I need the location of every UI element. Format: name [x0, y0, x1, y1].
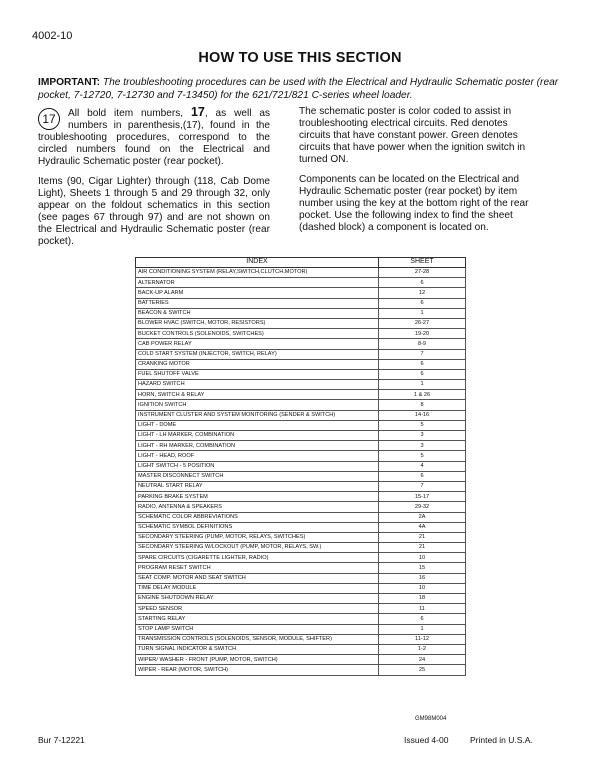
- index-item-sheet: 2A: [379, 512, 466, 522]
- index-item-name: FUEL SHUTOFF VALVE: [136, 369, 379, 379]
- table-row: [136, 268, 466, 278]
- index-item-sheet: 26-27: [379, 318, 466, 328]
- index-item-sheet: 8: [379, 400, 466, 410]
- index-item-sheet: 4: [379, 461, 466, 471]
- index-item-name: SPARE CIRCUITS (CIGARETTE LIGHTER, RADIO): [136, 553, 379, 563]
- index-item-sheet: 25: [379, 665, 466, 675]
- index-item-name: RADIO, ANTENNA & SPEAKERS: [136, 502, 379, 512]
- index-item-sheet: 18: [379, 594, 466, 604]
- color-code-paragraph: The schematic poster is color coded to assist in troubleshooting electrical circuits. Red denotes circuits that have constant power. Green denotes circuits that have power when the ignition switch in turned ON.: [299, 106, 526, 165]
- index-item-sheet: 16: [379, 573, 466, 583]
- index-item-name: NEUTRAL START RELAY: [136, 481, 379, 491]
- index-item-name: IGNITION SWITCH: [136, 400, 379, 410]
- index-body: [136, 268, 466, 676]
- index-item-sheet: 29-32: [379, 502, 466, 512]
- index-item-sheet: 5: [379, 420, 466, 430]
- index-item-name: BATTERIES: [136, 298, 379, 308]
- index-item-sheet: 21: [379, 532, 466, 542]
- index-item-name: TIME DELAY MODULE: [136, 583, 379, 593]
- important-text: The troubleshooting procedures can be used with the Electrical and Hydraulic Schematic poster (rear pocket, 7-12720, 7-12730 and 7-13450) for the 621/721/821 C-series wheel loader.: [38, 77, 559, 101]
- index-item-sheet: 1 & 26: [379, 390, 466, 400]
- table-row: [136, 278, 466, 288]
- index-item-name: PARKING BRAKE SYSTEM: [136, 492, 379, 502]
- index-item-sheet: 6: [379, 614, 466, 624]
- index-item-sheet: 3: [379, 441, 466, 451]
- index-item-sheet: 7: [379, 481, 466, 491]
- components-paragraph: Components can be located on the Electrical and Hydraulic Schematic poster (rear pocket) by item number using the key at the bottom right of the rear pocket. Use the following index to find the sheet (dashed block) a component is located on.: [299, 174, 529, 233]
- table-row: [136, 461, 466, 471]
- index-item-sheet: 10: [379, 553, 466, 563]
- table-row: [136, 329, 466, 339]
- index-item-sheet: 7: [379, 349, 466, 359]
- index-item-sheet: 8-9: [379, 339, 466, 349]
- bold-numbers-paragraph: [38, 106, 270, 168]
- index-item-name: STARTING RELAY: [136, 614, 379, 624]
- index-item-sheet: 21: [379, 543, 466, 553]
- index-item-sheet: 1: [379, 308, 466, 318]
- table-row: [136, 288, 466, 298]
- index-item-name: SEAT COMP. MOTOR AND SEAT SWITCH: [136, 573, 379, 583]
- table-row: [136, 369, 466, 379]
- table-row: [136, 400, 466, 410]
- table-row: [136, 614, 466, 624]
- table-row: [136, 380, 466, 390]
- table-row: [136, 573, 466, 583]
- items-paragraph: Items (90, Cigar Lighter) through (118, Cab Dome Light), Sheets 1 through 5 and 29 through 32, only appear on the foldout schematics in this section (see pages 67 through 97) and are not shown on the Electrical and Hydraulic Schematic poster (rear pocket).: [38, 176, 270, 247]
- index-item-name: BACK-UP ALARM: [136, 288, 379, 298]
- table-row: [136, 481, 466, 491]
- index-item-sheet: 1: [379, 380, 466, 390]
- index-item-name: BUCKET CONTROLS (SOLENOIDS, SWITCHES): [136, 329, 379, 339]
- index-item-name: MASTER DISCONNECT SWITCH: [136, 471, 379, 481]
- index-item-name: LIGHT - DOME: [136, 420, 379, 430]
- bold-item-number: 17: [190, 105, 205, 119]
- table-row: [136, 522, 466, 532]
- index-item-name: WIPER/ WASHER - FRONT (PUMP, MOTOR, SWITCH): [136, 655, 379, 665]
- index-item-name: AIR CONDITIONING SYSTEM (RELAY,SWITCH,CLUTCH,MOTOR): [136, 268, 379, 278]
- table-row: [136, 431, 466, 441]
- table-row: [136, 502, 466, 512]
- right-column: [299, 106, 531, 242]
- table-row: [136, 604, 466, 614]
- table-row: [136, 543, 466, 553]
- index-item-name: INSTRUMENT CLUSTER AND SYSTEM MONITORING (SENDER & SWITCH): [136, 410, 379, 420]
- table-row: [136, 471, 466, 481]
- index-item-name: SPEED SENSOR: [136, 604, 379, 614]
- table-row: [136, 512, 466, 522]
- para1-text-b: , as well as numbers in parenthesis,(17), found in the troubleshooting procedures, correspond to the circled numbers found on the Electrical and Hydraulic Schematic poster (rear pocket).: [38, 108, 270, 167]
- table-row: [136, 624, 466, 634]
- table-row: [136, 451, 466, 461]
- index-item-sheet: 1: [379, 624, 466, 634]
- table-row: [136, 308, 466, 318]
- index-item-name: COLD START SYSTEM (INJECTOR, SWITCH, RELAY): [136, 349, 379, 359]
- table-row: [136, 634, 466, 644]
- table-row: [136, 644, 466, 654]
- table-row: [136, 532, 466, 542]
- footer-bur-number: Bur 7-12221: [38, 735, 85, 745]
- index-item-sheet: 19-20: [379, 329, 466, 339]
- index-item-sheet: 11-12: [379, 634, 466, 644]
- index-item-name: ENGINE SHUTDOWN RELAY: [136, 594, 379, 604]
- index-item-name: TRANSMISSION CONTROLS (SOLENOIDS, SENSOR, MODULE, SHIFTER): [136, 634, 379, 644]
- index-item-name: CAB POWER RELAY: [136, 339, 379, 349]
- table-row: [136, 441, 466, 451]
- index-item-sheet: 6: [379, 278, 466, 288]
- index-item-sheet: 1-2: [379, 644, 466, 654]
- index-item-sheet: 3: [379, 431, 466, 441]
- table-row: [136, 420, 466, 430]
- sheet-header: SHEET: [379, 258, 466, 268]
- index-item-name: BEACON & SWITCH: [136, 308, 379, 318]
- table-row: [136, 339, 466, 349]
- index-item-name: SCHEMATIC SYMBOL DEFINITIONS: [136, 522, 379, 532]
- index-item-name: LIGHT - LH MARKER, COMBINATION: [136, 431, 379, 441]
- index-item-sheet: 5: [379, 451, 466, 461]
- index-header-row: [136, 258, 466, 268]
- index-item-name: BLOWER HVAC (SWITCH, MOTOR, RESISTORS): [136, 318, 379, 328]
- index-item-name: SCHEMATIC COLOR ABBREVIATIONS: [136, 512, 379, 522]
- index-item-name: STOP LAMP SWITCH: [136, 624, 379, 634]
- table-row: [136, 594, 466, 604]
- index-item-sheet: 4A: [379, 522, 466, 532]
- index-item-name: LIGHT SWITCH - 5 POSITION: [136, 461, 379, 471]
- index-item-sheet: 24: [379, 655, 466, 665]
- index-item-name: HAZARD SWITCH: [136, 380, 379, 390]
- index-item-name: SECONDARY STEERING W/LOCKOUT (PUMP, MOTOR, RELAYS, SW.): [136, 543, 379, 553]
- table-row: [136, 359, 466, 369]
- index-item-name: LIGHT - HEAD, ROOF: [136, 451, 379, 461]
- index-item-sheet: 15: [379, 563, 466, 573]
- index-item-sheet: 11: [379, 604, 466, 614]
- index-item-sheet: 27-28: [379, 268, 466, 278]
- index-item-name: WIPER - REAR (MOTOR, SWITCH): [136, 665, 379, 675]
- table-row: [136, 563, 466, 573]
- index-item-sheet: 6: [379, 369, 466, 379]
- table-row: [136, 492, 466, 502]
- table-row: [136, 298, 466, 308]
- table-row: [136, 553, 466, 563]
- index-item-sheet: 6: [379, 298, 466, 308]
- index-header: INDEX: [136, 258, 379, 268]
- figure-code: GM98M004: [415, 716, 447, 722]
- index-item-name: PROGRAM RESET SWITCH: [136, 563, 379, 573]
- index-table: [135, 257, 466, 676]
- index-item-sheet: 6: [379, 359, 466, 369]
- important-label: IMPORTANT:: [38, 77, 101, 88]
- page-number: 4002-10: [32, 30, 73, 42]
- footer-issued: Issued 4-00: [404, 735, 449, 745]
- index-item-name: ALTERNATOR: [136, 278, 379, 288]
- index-item-name: TURN SIGNAL INDICATOR & SWITCH: [136, 644, 379, 654]
- table-row: [136, 655, 466, 665]
- table-row: [136, 390, 466, 400]
- index-item-sheet: 6: [379, 471, 466, 481]
- index-item-sheet: 12: [379, 288, 466, 298]
- index-item-sheet: 14-16: [379, 410, 466, 420]
- section-title: HOW TO USE THIS SECTION: [198, 50, 402, 66]
- table-row: [136, 665, 466, 675]
- table-row: [136, 410, 466, 420]
- para1-text-a: All bold item numbers,: [68, 108, 191, 119]
- circled-number-17: 17: [38, 108, 60, 130]
- table-row: [136, 349, 466, 359]
- index-item-name: CRANKING MOTOR: [136, 359, 379, 369]
- index-item-name: SECONDARY STEERING (PUMP, MOTOR, RELAYS, SWITCHES): [136, 532, 379, 542]
- table-row: [136, 318, 466, 328]
- important-note: [38, 77, 560, 102]
- table-row: [136, 583, 466, 593]
- index-item-sheet: 10: [379, 583, 466, 593]
- index-item-name: HORN, SWITCH & RELAY: [136, 390, 379, 400]
- index-item-name: LIGHT - RH MARKER, COMBINATION: [136, 441, 379, 451]
- index-item-sheet: 15-17: [379, 492, 466, 502]
- footer-printed: Printed in U.S.A.: [470, 735, 533, 745]
- left-column: [38, 106, 270, 256]
